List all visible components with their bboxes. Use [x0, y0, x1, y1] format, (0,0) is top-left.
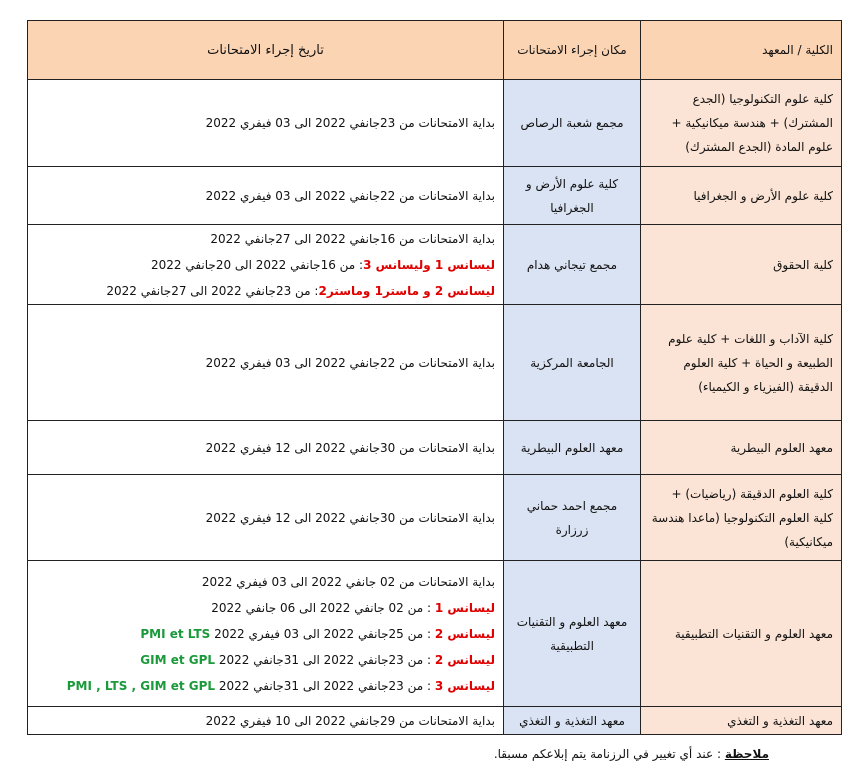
- place-cell: مجمع تيجاني هدام: [504, 225, 641, 305]
- specialty-tag: PMI , LTS , GIM et GPL: [66, 678, 216, 693]
- date-range-text: بداية الامتحانات من 29جانفي 2022 الى 10 فيفري 2022: [205, 713, 495, 728]
- date-line: [36, 647, 495, 673]
- faculty-cell: كلية العلوم الدقيقة (رياضيات) + كلية العلوم التكنولوجيا (ماعدا هندسة ميكانيكية): [641, 475, 842, 561]
- place-cell: مجمع شعبة الرصاص: [504, 80, 641, 167]
- date-range-text: : من 16جانفي 2022 الى 20جانفي 2022: [150, 257, 364, 272]
- date-line: [36, 595, 495, 621]
- date-line: [36, 621, 495, 647]
- header-row: [28, 21, 842, 80]
- date-line: [36, 226, 495, 252]
- date-line: [36, 252, 495, 278]
- date-line: [36, 278, 495, 304]
- level-label: ليسانس 2 و ماستر1 وماستر2: [318, 283, 495, 298]
- level-label: ليسانس 3: [434, 678, 495, 693]
- date-range-text: : من 02 جانفي 2022 الى 06 جانفي 2022: [211, 600, 435, 615]
- table-row: [28, 225, 842, 305]
- date-line: [36, 350, 495, 376]
- date-range-text: بداية الامتحانات من 30جانفي 2022 الى 12 فيفري 2022: [205, 510, 495, 525]
- date-line: [36, 673, 495, 699]
- date-cell: [28, 475, 504, 561]
- date-cell: [28, 707, 504, 735]
- level-label: ليسانس 2: [434, 626, 495, 641]
- footnote: [494, 747, 769, 761]
- date-range-text: بداية الامتحانات من 30جانفي 2022 الى 12 فيفري 2022: [205, 440, 495, 455]
- table-row: [28, 421, 842, 475]
- date-range-text: : من 23جانفي 2022 الى 31جانفي 2022: [218, 678, 435, 693]
- date-cell: [28, 80, 504, 167]
- date-line: [36, 505, 495, 531]
- header-date: تاريخ إجراء الامتحانات: [28, 21, 504, 80]
- faculty-cell: كلية الآداب و اللغات + كلية علوم الطبيعة و الحياة + كلية العلوم الدقيقة (الفيزياء و الكيمياء): [641, 305, 842, 421]
- specialty-tag: GIM et GPL: [140, 652, 216, 667]
- table-row: [28, 167, 842, 225]
- date-range-text: بداية الامتحانات من 16جانفي 2022 الى 27جانفي 2022: [210, 231, 495, 246]
- table-row: [28, 305, 842, 421]
- table-row: [28, 80, 842, 167]
- date-cell: [28, 305, 504, 421]
- date-line: [36, 435, 495, 461]
- date-range-text: بداية الامتحانات من 22جانفي 2022 الى 03 فيفري 2022: [205, 355, 495, 370]
- date-cell: [28, 225, 504, 305]
- level-label: ليسانس 2: [434, 652, 495, 667]
- header-faculty: الكلية / المعهد: [641, 21, 842, 80]
- faculty-cell: معهد العلوم البيطرية: [641, 421, 842, 475]
- date-line: [36, 110, 495, 136]
- table-row: [28, 707, 842, 735]
- level-label: ليسانس 1 وليسانس 3: [363, 257, 495, 272]
- date-cell: [28, 421, 504, 475]
- date-range-text: بداية الامتحانات من 22جانفي 2022 الى 03 فيفري 2022: [205, 188, 495, 203]
- place-cell: معهد التغذية و التغذي: [504, 707, 641, 735]
- date-line: [36, 708, 495, 734]
- level-label: ليسانس 1: [434, 600, 495, 615]
- place-cell: مجمع احمد حماني زرزارة: [504, 475, 641, 561]
- table-row: [28, 561, 842, 707]
- date-cell: [28, 561, 504, 707]
- faculty-cell: كلية علوم الأرض و الجغرافيا: [641, 167, 842, 225]
- date-range-text: : من 23جانفي 2022 الى 31جانفي 2022: [218, 652, 435, 667]
- exam-schedule: [27, 20, 842, 735]
- header-place: مكان إجراء الامتحانات: [504, 21, 641, 80]
- date-line: [36, 569, 495, 595]
- date-cell: [28, 167, 504, 225]
- faculty-cell: كلية الحقوق: [641, 225, 842, 305]
- place-cell: معهد العلوم و التقنيات التطبيقية: [504, 561, 641, 707]
- faculty-cell: معهد التغذية و التغذي: [641, 707, 842, 735]
- date-range-text: : من 25جانفي 2022 الى 03 فيفري 2022: [214, 626, 435, 641]
- date-range-text: بداية الامتحانات من 23جانفي 2022 الى 03 فيفري 2022: [205, 116, 495, 130]
- faculty-cell: كلية علوم التكنولوجيا (الجدع المشترك) + هندسة ميكانيكية + علوم المادة (الجدع المشترك): [641, 80, 842, 167]
- note-text: : عند أي تغيير في الرزنامة يتم إبلاعكم مسبقا.: [493, 747, 725, 761]
- specialty-tag: PMI et LTS: [140, 626, 211, 641]
- place-cell: الجامعة المركزية: [504, 305, 641, 421]
- note-label: ملاحظة: [724, 747, 769, 761]
- date-range-text: بداية الامتحانات من 02 جانفي 2022 الى 03 فيفري 2022: [201, 574, 495, 589]
- table-row: [28, 475, 842, 561]
- schedule-table: [27, 20, 842, 735]
- place-cell: معهد العلوم البيطرية: [504, 421, 641, 475]
- date-range-text: : من 23جانفي 2022 الى 27جانفي 2022: [106, 283, 319, 298]
- date-line: [36, 183, 495, 209]
- place-cell: كلية علوم الأرض و الجغرافيا: [504, 167, 641, 225]
- faculty-cell: معهد العلوم و التقنيات التطبيقية: [641, 561, 842, 707]
